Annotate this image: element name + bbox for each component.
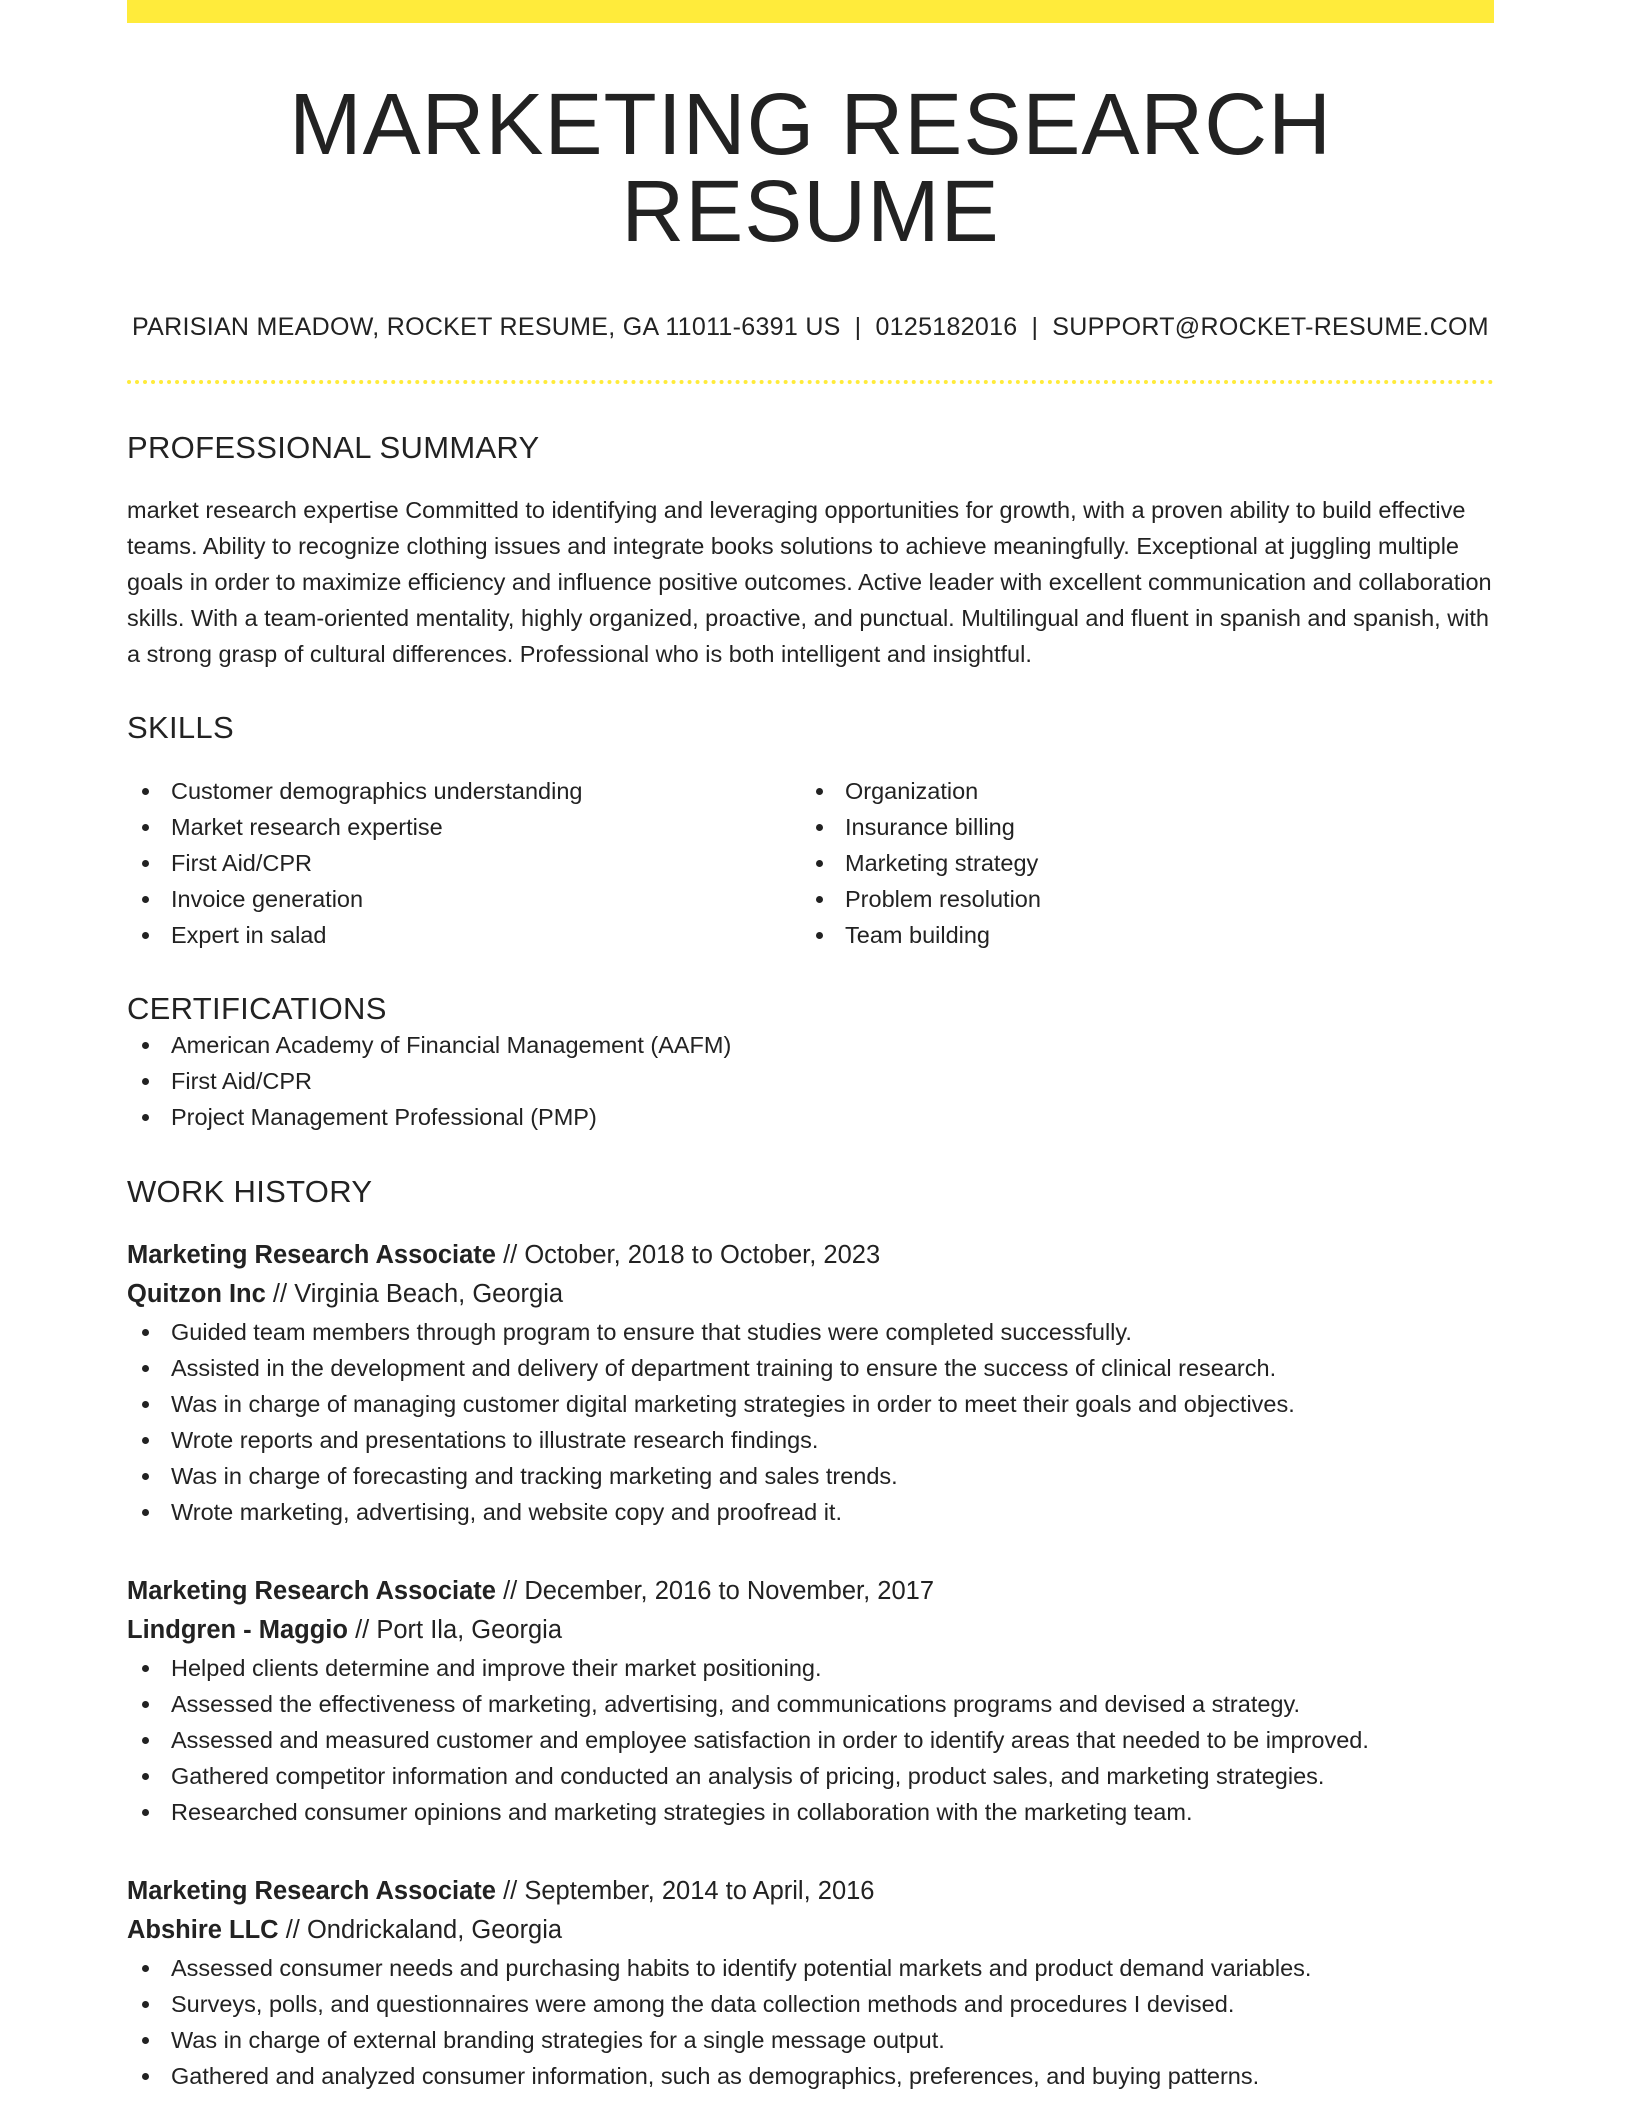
skills-column-right — [801, 773, 1475, 953]
contact-address: PARISIAN MEADOW, ROCKET RESUME, GA 11011-6391 US — [132, 313, 841, 341]
job-location: Virginia Beach, Georgia — [294, 1280, 564, 1308]
job-separator: // — [355, 1616, 370, 1644]
job-company-line — [127, 1275, 1494, 1314]
skill-item: Team building — [801, 917, 1475, 953]
skills-list-right — [801, 773, 1475, 953]
certifications-list — [127, 1027, 1494, 1135]
resume-page — [127, 0, 1494, 2094]
job-title: Marketing Research Associate — [127, 1577, 496, 1605]
accent-bar — [127, 0, 1494, 23]
skills-grid — [127, 773, 1494, 953]
job-bullet: Guided team members through program to ensure that studies were completed successfully. — [127, 1314, 1494, 1350]
skill-item: Expert in salad — [127, 917, 801, 953]
job-separator: // — [285, 1916, 300, 1944]
job-company: Quitzon Inc — [127, 1280, 266, 1308]
job-separator: // — [503, 1577, 518, 1605]
skills-column-left — [127, 773, 801, 953]
job-bullet: Was in charge of external branding strategies for a single message output. — [127, 2022, 1494, 2058]
job-separator: // — [272, 1280, 288, 1308]
job-title-line — [127, 1236, 1494, 1275]
certifications-heading: CERTIFICATIONS — [127, 991, 387, 1026]
job-bullet: Assisted in the development and delivery of department training to ensure the success of clinical research. — [127, 1350, 1494, 1386]
job-bullet: Helped clients determine and improve their market positioning. — [127, 1650, 1494, 1686]
skill-item: Organization — [801, 773, 1475, 809]
resume-title: MARKETING RESEARCH RESUME — [289, 76, 1332, 260]
job-title-line — [127, 1572, 1494, 1611]
job-location: Port Ila, Georgia — [376, 1616, 563, 1644]
job-separator: // — [503, 1241, 518, 1269]
skill-item: Problem resolution — [801, 881, 1475, 917]
skill-item: Insurance billing — [801, 809, 1475, 845]
certification-item: Project Management Professional (PMP) — [127, 1099, 1494, 1135]
job-bullet: Gathered and analyzed consumer information, such as demographics, preferences, and buying patterns. — [127, 2058, 1494, 2094]
job-title: Marketing Research Associate — [127, 1241, 496, 1269]
contact-line — [127, 313, 1494, 342]
job-title: Marketing Research Associate — [127, 1877, 496, 1905]
job-dates: September, 2014 to April, 2016 — [524, 1877, 875, 1905]
skills-heading: SKILLS — [127, 710, 234, 745]
job-bullet: Researched consumer opinions and marketing strategies in collaboration with the marketing team. — [127, 1794, 1494, 1830]
job-bullet: Assessed consumer needs and purchasing habits to identify potential markets and product demand variables. — [127, 1950, 1494, 1986]
job-entry — [127, 1236, 1494, 1530]
skill-item: Market research expertise — [127, 809, 801, 845]
skill-item: Marketing strategy — [801, 845, 1475, 881]
job-bullets — [127, 1950, 1494, 2094]
skill-item: Customer demographics understanding — [127, 773, 801, 809]
job-dates: October, 2018 to October, 2023 — [524, 1241, 881, 1269]
job-location: Ondrickaland, Georgia — [306, 1916, 563, 1944]
job-bullet: Gathered competitor information and conducted an analysis of pricing, product sales, and marketing strategies. — [127, 1758, 1494, 1794]
job-bullet: Assessed and measured customer and employee satisfaction in order to identify areas that needed to be improved. — [127, 1722, 1494, 1758]
job-bullet: Wrote reports and presentations to illustrate research findings. — [127, 1422, 1494, 1458]
contact-phone: 0125182016 — [875, 313, 1018, 341]
dotted-divider — [127, 380, 1494, 384]
job-company-line — [127, 1911, 1494, 1950]
summary-text: market research expertise Committed to identifying and leveraging opportunities for growth, with a proven ability to build effective teams. Ability to recognize clothing issues and integrate books solutions to achieve meaningfully. Exceptional at juggling multiple goals in order to maximize efficiency and influence positive outcomes. Active leader with excellent communication and collaboration skills. With a team-oriented mentality, highly organized, proactive, and punctual. Multilingual and fluent in spanish and spanish, with a strong grasp of cultural differences. Professional who is both intelligent and insightful. — [127, 497, 1492, 667]
job-separator: // — [503, 1877, 518, 1905]
job-entry — [127, 1572, 1494, 1830]
job-company-line — [127, 1611, 1494, 1650]
job-bullet: Wrote marketing, advertising, and website copy and proofread it. — [127, 1494, 1494, 1530]
contact-separator: | — [854, 313, 862, 341]
contact-email: SUPPORT@ROCKET-RESUME.COM — [1052, 313, 1489, 341]
job-bullets — [127, 1314, 1494, 1530]
skill-item: First Aid/CPR — [127, 845, 801, 881]
job-bullets — [127, 1650, 1494, 1830]
contact-separator: | — [1031, 313, 1039, 341]
job-dates: December, 2016 to November, 2017 — [524, 1577, 934, 1605]
summary-heading: PROFESSIONAL SUMMARY — [127, 430, 540, 465]
job-bullet: Surveys, polls, and questionnaires were among the data collection methods and procedures I devised. — [127, 1986, 1494, 2022]
job-title-line — [127, 1872, 1494, 1911]
certification-item: American Academy of Financial Management (AAFM) — [127, 1027, 1494, 1063]
skills-list-left — [127, 773, 801, 953]
job-bullet: Assessed the effectiveness of marketing, advertising, and communications programs and devised a strategy. — [127, 1686, 1494, 1722]
work-history-heading: WORK HISTORY — [127, 1174, 373, 1209]
job-company: Abshire LLC — [127, 1916, 279, 1944]
job-entry — [127, 1872, 1494, 2094]
job-bullet: Was in charge of forecasting and tracking marketing and sales trends. — [127, 1458, 1494, 1494]
job-company: Lindgren - Maggio — [127, 1616, 348, 1644]
certification-item: First Aid/CPR — [127, 1063, 1494, 1099]
job-bullet: Was in charge of managing customer digital marketing strategies in order to meet their goals and objectives. — [127, 1386, 1494, 1422]
skill-item: Invoice generation — [127, 881, 801, 917]
